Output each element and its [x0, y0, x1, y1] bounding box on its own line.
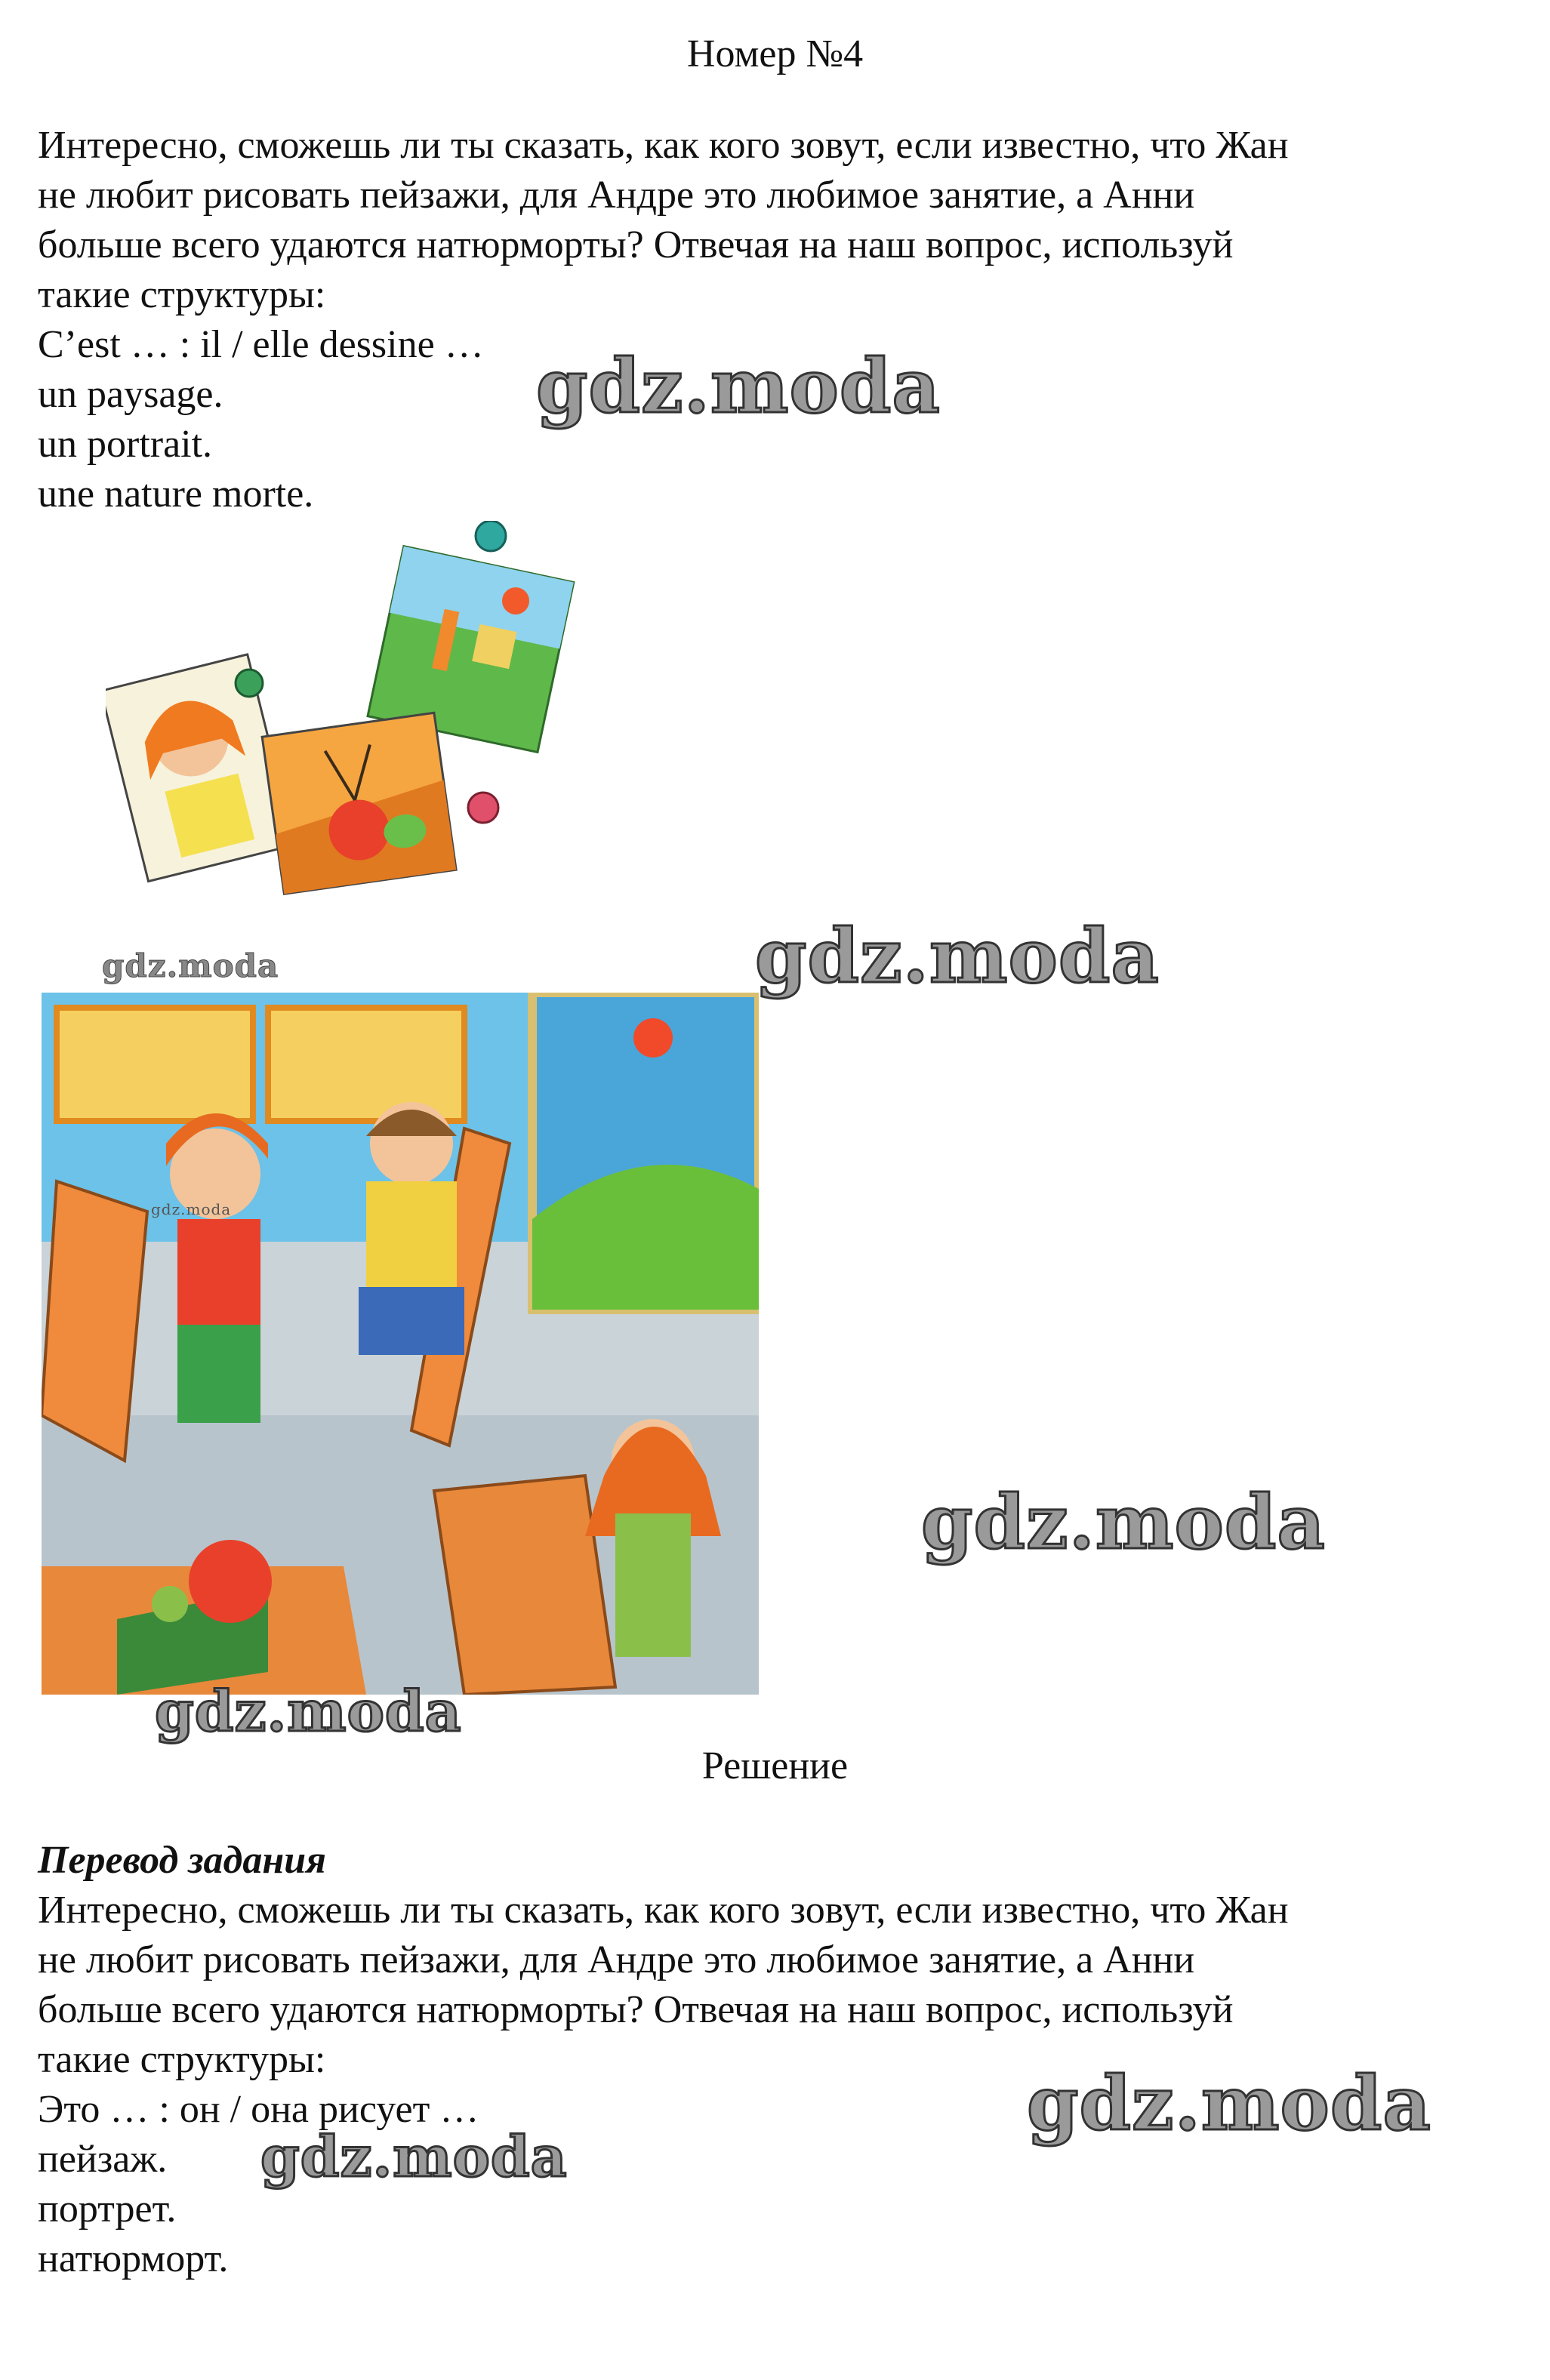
task-line: Интересно, сможешь ли ты сказать, как кого зовут, если известно, что Жан [38, 124, 1289, 167]
translation-line: больше всего удаются натюрморты? Отвечая на наш вопрос, используй [38, 1988, 1234, 2031]
watermark: gdz.moda [1027, 2061, 1431, 2148]
translation-line: портрет. [38, 2188, 177, 2231]
translation-line: Интересно, сможешь ли ты сказать, как кого зовут, если известно, что Жан [38, 1889, 1289, 1932]
pinned-pictures-illustration [106, 521, 634, 944]
translation-line: пейзаж. [38, 2138, 168, 2181]
translation-line: Это … : он / она рисует … [38, 2088, 479, 2131]
task-line: больше всего удаются натюрморты? Отвечая на наш вопрос, используй [38, 223, 1234, 266]
translation-line: не любит рисовать пейзажи, для Андре это любимое занятие, а Анни [38, 1938, 1195, 1981]
watermark: gdz.moda [102, 947, 279, 984]
watermark: gdz.moda [921, 1479, 1326, 1566]
translation-text [38, 1836, 1518, 2284]
art-class-illustration [42, 993, 759, 1695]
translation-heading: Перевод задания [38, 1839, 326, 1882]
solution-label: Решение [701, 1744, 849, 1787]
watermark: gdz.moda [536, 343, 941, 430]
page-title: Номер №4 [686, 32, 864, 75]
watermark: gdz.moda [151, 1200, 232, 1218]
task-line: такие структуры: [38, 273, 326, 316]
translation-line: такие структуры: [38, 2038, 326, 2081]
task-line: не любит рисовать пейзажи, для Андре это любимое занятие, а Анни [38, 174, 1195, 217]
watermark: gdz.moda [260, 2125, 568, 2190]
translation-line: натюрморт. [38, 2237, 229, 2280]
task-line: un paysage. [38, 373, 223, 416]
watermark: gdz.moda [155, 1680, 462, 1744]
task-line: C’est … : il / elle dessine … [38, 323, 484, 366]
task-line: une nature morte. [38, 473, 314, 516]
watermark: gdz.moda [755, 913, 1160, 1000]
task-line: un portrait. [38, 423, 213, 466]
task-text [38, 121, 1518, 519]
